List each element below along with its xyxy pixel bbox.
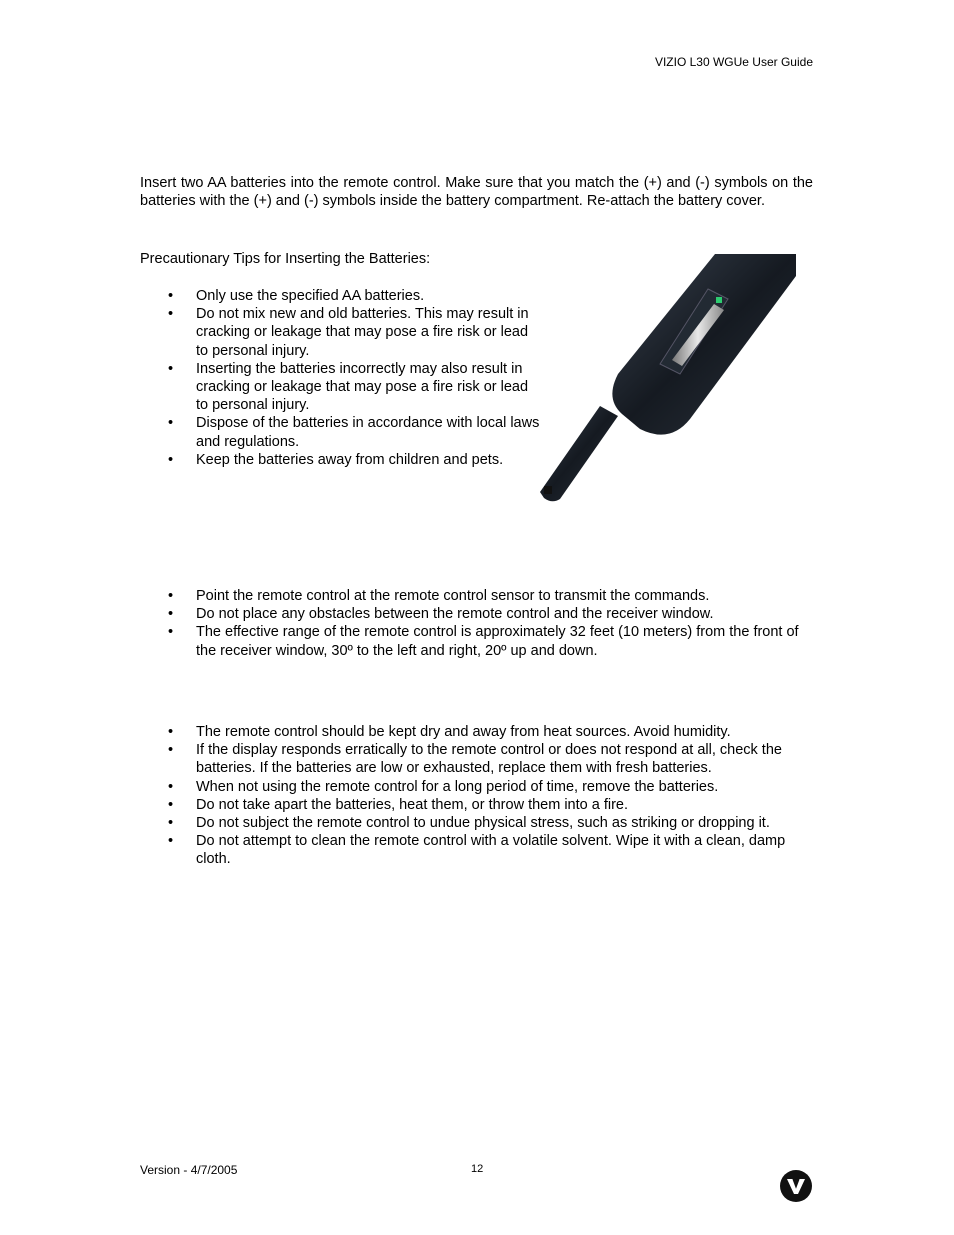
list-item-text: Do not take apart the batteries, heat them, or throw them into a fire. <box>196 796 629 813</box>
list-item <box>140 796 820 814</box>
list-item <box>140 587 820 605</box>
list-item-text: The remote control should be kept dry and away from heat sources. Avoid humidity. <box>196 724 731 740</box>
bullet-glyph: • <box>168 624 174 641</box>
list-item-text: If the display responds erratically to the remote control or does not respond at all, check the batteries. If the batteries are low or exhausted, replace them with fresh batteries. <box>196 742 782 777</box>
list-item-text: Do not attempt to clean the remote control with a volatile solvent. Wipe it with a clean, damp cloth. <box>196 833 786 868</box>
bullet-glyph: • <box>168 815 174 832</box>
bullet-glyph: • <box>168 606 174 623</box>
intro-paragraph: Insert two AA batteries into the remote control. Make sure that you match the (+) and (-) symbols on the batteries with the (+) and (-) symbols inside the battery compartment. Re-attach the battery cover. <box>140 175 813 209</box>
bullet-glyph: • <box>168 833 174 850</box>
care-tips-list <box>140 723 820 869</box>
list-item-text: Inserting the batteries incorrectly may also result in cracking or leakage that may pose a fire risk or lead to personal injury. <box>196 360 529 414</box>
list-item <box>140 723 820 741</box>
battery-terminal <box>716 297 722 303</box>
list-item-text: Keep the batteries away from children and pets. <box>196 451 504 468</box>
list-item-text: Do not place any obstacles between the remote control and the receiver window. <box>196 606 714 623</box>
list-item-text: Do not subject the remote control to undue physical stress, such as striking or dropping it. <box>196 815 770 832</box>
page-number: 12 <box>471 1163 484 1175</box>
list-item-text: Do not mix new and old batteries. This may result in cracking or leakage that may pose a fire risk or lead to personal injury. <box>196 306 529 359</box>
bullet-glyph: • <box>168 588 174 604</box>
list-item <box>140 287 540 305</box>
list-item <box>140 778 820 796</box>
tips-title: Precautionary Tips for Inserting the Batteries: <box>140 251 431 267</box>
list-item-text: Dispose of the batteries in accordance with local laws and regulations. <box>196 415 540 450</box>
bullet-glyph: • <box>168 288 174 304</box>
list-item <box>140 605 820 623</box>
bullet-glyph: • <box>168 778 174 795</box>
cover-latch <box>544 486 552 494</box>
list-item <box>140 741 820 777</box>
remote-body <box>612 254 796 435</box>
list-item <box>140 832 820 868</box>
bullet-glyph: • <box>168 724 174 740</box>
bullet-glyph: • <box>168 742 174 759</box>
list-item <box>140 814 820 832</box>
bullet-glyph: • <box>168 415 174 432</box>
vizio-logo-icon <box>780 1170 812 1202</box>
footer-version: Version - 4/7/2005 <box>140 1163 238 1177</box>
range-tips-list <box>140 587 820 660</box>
list-item-text: Point the remote control at the remote control sensor to transmit the commands. <box>196 588 710 604</box>
list-item <box>140 360 540 415</box>
bullet-glyph: • <box>168 306 174 323</box>
remote-battery-illustration <box>530 254 796 504</box>
list-item <box>140 414 540 450</box>
list-item-text: When not using the remote control for a long period of time, remove the batteries. <box>196 778 719 795</box>
bullet-glyph: • <box>168 451 174 468</box>
bullet-glyph: • <box>168 360 174 377</box>
list-item <box>140 305 540 360</box>
list-item <box>140 623 820 659</box>
page-header-title: VIZIO L30 WGUe User Guide <box>654 55 813 69</box>
bullet-glyph: • <box>168 796 174 813</box>
list-item-text: Only use the specified AA batteries. <box>196 288 425 304</box>
battery-tips-list <box>140 287 540 469</box>
list-item-text: The effective range of the remote control is approximately 32 feet (10 meters) from the front of the receiver window, 30º to the left and right, 20º up and down. <box>196 624 799 659</box>
list-item <box>140 451 540 469</box>
